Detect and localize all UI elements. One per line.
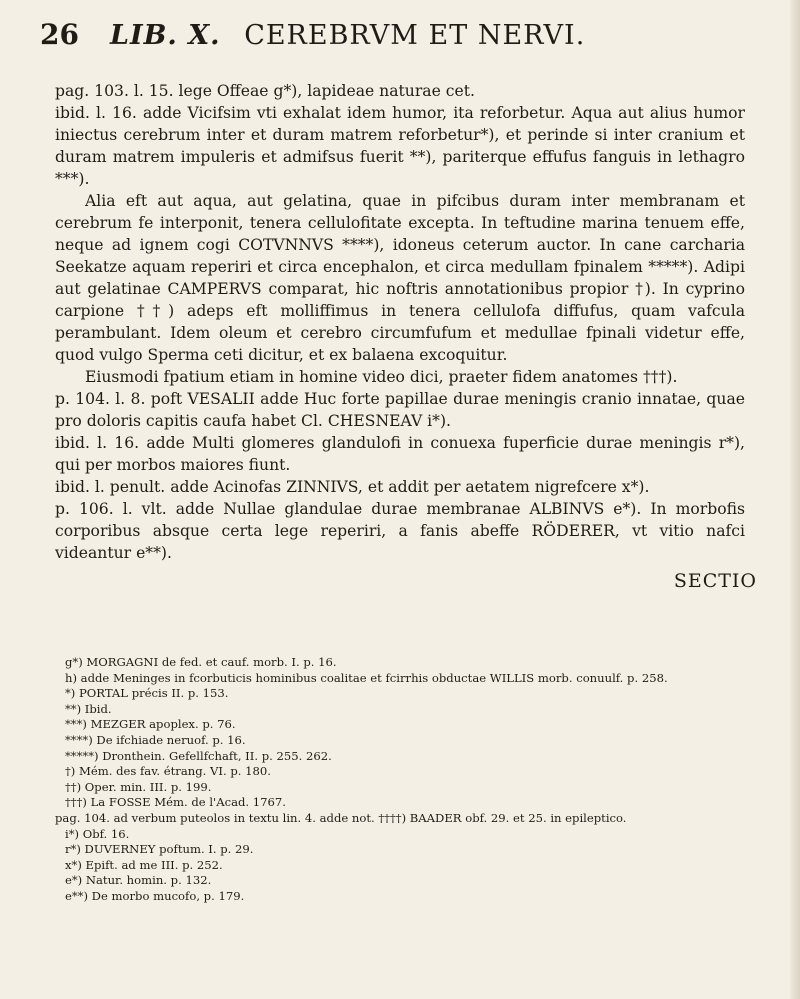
paragraph: ibid. l. 16. adde Vicifsim vti exhalat idem humor, ita reforbetur. Aqua aut alius humor iniectus cerebrum inter et duram matrem reforbetur*), et perinde si inter cranium et duram matrem impuleris et admifsus fuerit **), pariterque effufus fanguis in lethagro ***).	[55, 104, 745, 188]
footnote: pag. 104. ad verbum puteolos in textu lin. 4. adde not. ††††) BAADER obf. 29. et 25. in epileptico.	[55, 810, 627, 825]
footnote: e**) De morbo mucofo, p. 179.	[65, 888, 245, 903]
paragraph: ibid. l. penult. adde Acinofas ZINNIVS, et addit per aetatem nigrefcere x*).	[55, 478, 650, 496]
paragraph: p. 104. l. 8. poft VESALII adde Huc forte papillae durae meningis cranio innatae, quae pro doloris capitis caufa habet Cl. CHESNEAV i*).	[55, 390, 745, 430]
book-number: LIB. X.	[110, 20, 221, 51]
footnotes	[55, 655, 745, 905]
paragraph: Eiusmodi fpatium etiam in homine video dici, praeter fidem anatomes †††).	[85, 368, 678, 386]
page-edge-shadow	[790, 0, 800, 999]
catchword-section: SECTIO	[673, 570, 757, 592]
paragraph: p. 106. l. vlt. adde Nullae glandulae durae membranae ALBINVS e*). In morbofis corporibus absque certa lege reperiri, a fanis abeffe RÖDERER, vt vitio nafci videantur e**).	[55, 500, 745, 562]
footnote: h) adde Meninges in fcorbuticis hominibus coalitae et fcirrhis obductae WILLIS morb. conuulf. p. 258.	[65, 670, 668, 685]
main-text	[55, 80, 757, 592]
running-header	[40, 18, 740, 68]
paragraph: Alia eft aut aqua, aut gelatina, quae in pifcibus duram inter membranam et cerebrum fe interponit, tenera cellulofitate excepta. In teftudine marina tenuem effe, neque ad ignem cogi COTVNNVS ****), idoneus ceterum auctor. In cane carcharia Seekatze aquam reperiri et circa encephalon, et circa medullam fpinalem *****). Adipi aut gelatinae CAMPERVS comparat, hic noftris annotationibus propior †). In cyprino carpione ††) adeps eft molliffimus in tenera cellulofa diffufus, quam vafcula perambulant. Idem oleum et cerebro circumfufum et medullae fpinali videtur effe, quod vulgo Sperma ceti dicitur, et ex balaena excoquitur.	[55, 192, 745, 364]
footnote: ***) MEZGER apoplex. p. 76.	[65, 717, 236, 732]
footnote: ††) Oper. min. III. p. 199.	[65, 779, 212, 794]
footnote: x*) Epift. ad me III. p. 252.	[65, 857, 223, 872]
footnote: ****) De ifchiade neruof. p. 16.	[65, 732, 246, 747]
footnote: *****) Dronthein. Gefellfchaft, II. p. 255. 262.	[65, 748, 332, 763]
footnote: **) Ibid.	[65, 701, 112, 716]
footnote: r*) DUVERNEY poftum. I. p. 29.	[65, 842, 254, 857]
footnote: †††) La FOSSE Mém. de l'Acad. 1767.	[65, 795, 286, 810]
page-number: 26	[40, 18, 79, 51]
footnote: *) PORTAL précis II. p. 153.	[65, 686, 229, 701]
paragraph: ibid. l. 16. adde Multi glomeres glandulofi in conuexa fuperficie durae meningis r*), qui per morbos maiores fiunt.	[55, 434, 745, 474]
footnote: †) Mém. des fav. étrang. VI. p. 180.	[65, 764, 271, 779]
chapter-title: CEREBRVM ET NERVI.	[244, 20, 586, 51]
footnote: g*) MORGAGNI de fed. et cauf. morb. I. p. 16.	[65, 655, 337, 669]
header-title	[110, 20, 585, 51]
footnote: e*) Natur. homin. p. 132.	[65, 873, 212, 888]
paragraph: pag. 103. l. 15. lege Offeae g*), lapideae naturae cet.	[55, 82, 475, 100]
footnote: i*) Obf. 16.	[65, 826, 130, 841]
